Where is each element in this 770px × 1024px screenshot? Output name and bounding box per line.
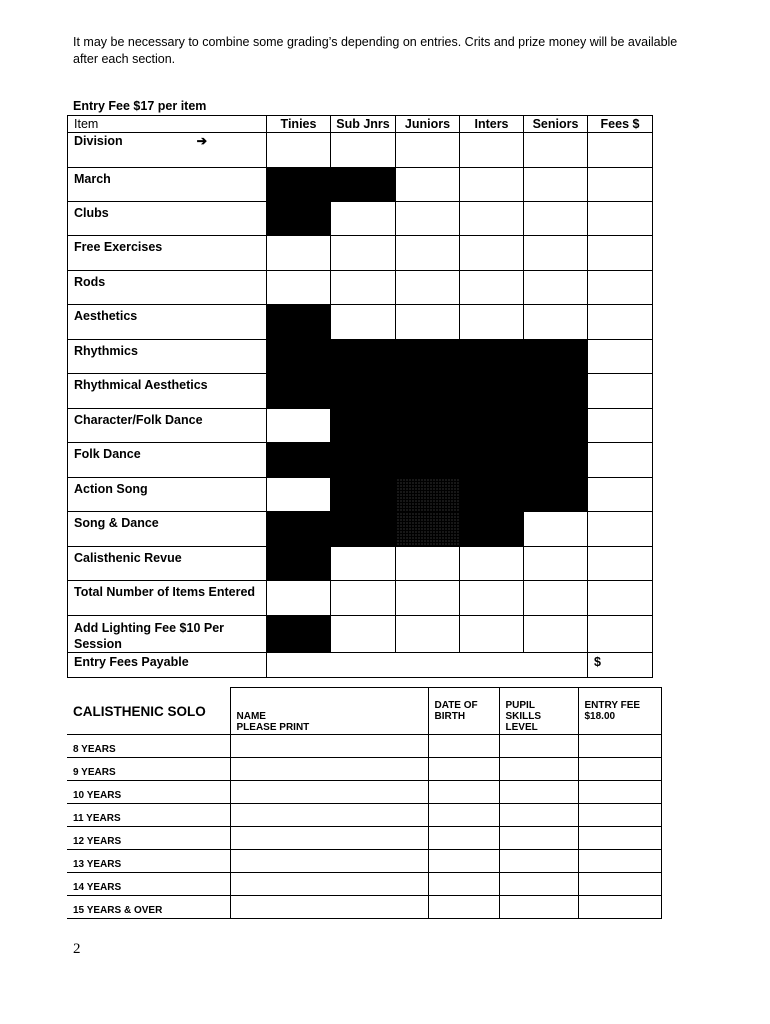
- cell-input[interactable]: [331, 236, 396, 271]
- item-row-lighting-fee: [68, 616, 653, 653]
- cell-input[interactable]: [524, 202, 588, 236]
- cell-input[interactable]: [428, 896, 499, 919]
- blocked-cell: [524, 374, 588, 409]
- solo-title: CALISTHENIC SOLO: [67, 688, 230, 735]
- cell-input[interactable]: [331, 202, 396, 236]
- item-row-rhythmics: [68, 340, 653, 374]
- cell-input[interactable]: [588, 547, 653, 581]
- cell-input[interactable]: [499, 896, 578, 919]
- cell-input[interactable]: [331, 616, 396, 653]
- cell-input[interactable]: [578, 804, 661, 827]
- entry-fees-payable-label: Entry Fees Payable: [68, 653, 267, 678]
- blocked-cell: [396, 374, 460, 409]
- cell-input[interactable]: [230, 850, 428, 873]
- cell-input[interactable]: [267, 581, 331, 616]
- cell-input[interactable]: [428, 873, 499, 896]
- age-row: [67, 735, 661, 758]
- item-row-folk-dance: [68, 443, 653, 478]
- blocked-cell: [524, 443, 588, 478]
- entry-fee-heading: Entry Fee $17 per item: [73, 99, 207, 113]
- item-row-action-song: [68, 478, 653, 512]
- age-label: 11 YEARS: [67, 804, 230, 827]
- cell-input[interactable]: [230, 804, 428, 827]
- cell-input[interactable]: [396, 168, 460, 202]
- age-row: [67, 804, 661, 827]
- dob-header: DATE OF BIRTH: [428, 688, 499, 735]
- item-label: Folk Dance: [68, 443, 267, 478]
- cell-input[interactable]: [499, 850, 578, 873]
- cell-input[interactable]: [588, 581, 653, 616]
- cell-input[interactable]: [396, 616, 460, 653]
- header-fees: Fees $: [588, 116, 653, 133]
- cell-input[interactable]: [588, 305, 653, 340]
- payable-row: [68, 653, 653, 678]
- cell-input[interactable]: [524, 512, 588, 547]
- blocked-cell: [331, 340, 396, 374]
- cell-input[interactable]: [524, 616, 588, 653]
- item-row-free-exercises: [68, 236, 653, 271]
- blocked-cell: [267, 305, 331, 340]
- item-row-song-dance: [68, 512, 653, 547]
- age-label: 8 YEARS: [67, 735, 230, 758]
- entry-fees-payable-field[interactable]: [267, 653, 588, 678]
- blocked-cell: [267, 443, 331, 478]
- cell-input[interactable]: [524, 133, 588, 168]
- cell-input[interactable]: [588, 202, 653, 236]
- cell-input[interactable]: [267, 133, 331, 168]
- cell-input[interactable]: [499, 758, 578, 781]
- cell-input[interactable]: [499, 735, 578, 758]
- entry-table: [67, 115, 653, 678]
- cell-input[interactable]: [499, 827, 578, 850]
- entry-fee-header: ENTRY FEE $18.00: [578, 688, 661, 735]
- blocked-cell: [267, 202, 331, 236]
- cell-input[interactable]: [460, 305, 524, 340]
- cell-input[interactable]: [267, 236, 331, 271]
- header-row: [68, 116, 653, 133]
- item-label: Rods: [68, 271, 267, 305]
- blocked-cell: [460, 512, 524, 547]
- cell-input[interactable]: [396, 133, 460, 168]
- blocked-cell: [396, 443, 460, 478]
- cell-input[interactable]: [588, 168, 653, 202]
- cell-input[interactable]: [588, 236, 653, 271]
- cell-input[interactable]: [588, 340, 653, 374]
- intro-text: It may be necessary to combine some grading’s depending on entries. Crits and prize money will be available after each section.: [73, 35, 678, 66]
- cell-input[interactable]: [460, 547, 524, 581]
- solo-header-row: [67, 688, 661, 735]
- blocked-cell: [331, 443, 396, 478]
- division-row: [68, 133, 653, 168]
- item-label: Aesthetics: [68, 305, 267, 340]
- skills-header: PUPIL SKILLS LEVEL: [499, 688, 578, 735]
- header-tinies: Tinies: [267, 116, 331, 133]
- item-label: Song & Dance: [68, 512, 267, 547]
- cell-input[interactable]: [267, 478, 331, 512]
- cell-input[interactable]: [588, 374, 653, 409]
- blocked-cell: [524, 478, 588, 512]
- age-row: [67, 896, 661, 919]
- cell-input[interactable]: [460, 133, 524, 168]
- blocked-cell: [331, 478, 396, 512]
- blocked-cell: [331, 168, 396, 202]
- cell-input[interactable]: [499, 781, 578, 804]
- age-row: [67, 781, 661, 804]
- blocked-cell: [396, 340, 460, 374]
- item-label: Add Lighting Fee $10 Per Session: [68, 616, 267, 653]
- blocked-cell: [396, 409, 460, 443]
- age-label: 10 YEARS: [67, 781, 230, 804]
- cell-input[interactable]: [524, 236, 588, 271]
- cell-input[interactable]: [524, 305, 588, 340]
- cell-input[interactable]: [230, 827, 428, 850]
- cell-input[interactable]: [588, 409, 653, 443]
- cell-input[interactable]: [499, 873, 578, 896]
- arrow-right-icon: ➔: [196, 134, 208, 148]
- shaded-cell: [396, 478, 460, 512]
- item-row-total-items: [68, 581, 653, 616]
- age-row: [67, 827, 661, 850]
- header-juniors: Juniors: [396, 116, 460, 133]
- cell-input[interactable]: [588, 512, 653, 547]
- blocked-cell: [460, 409, 524, 443]
- cell-input[interactable]: [396, 581, 460, 616]
- blocked-cell: [267, 374, 331, 409]
- blocked-cell: [460, 374, 524, 409]
- cell-input[interactable]: [588, 271, 653, 305]
- item-label: Clubs: [68, 202, 267, 236]
- shaded-cell: [396, 512, 460, 547]
- cell-input[interactable]: [396, 202, 460, 236]
- blocked-cell: [460, 443, 524, 478]
- age-row: [67, 850, 661, 873]
- cell-input[interactable]: [578, 873, 661, 896]
- blocked-cell: [267, 512, 331, 547]
- cell-input[interactable]: [428, 758, 499, 781]
- item-label: March: [68, 168, 267, 202]
- cell-input[interactable]: [428, 781, 499, 804]
- cell-input[interactable]: [578, 735, 661, 758]
- item-row-rhythmical-aesthetics: [68, 374, 653, 409]
- age-row: [67, 873, 661, 896]
- item-label: Free Exercises: [68, 236, 267, 271]
- cell-input[interactable]: [524, 547, 588, 581]
- header-item: Item: [68, 116, 267, 133]
- cell-input[interactable]: [460, 202, 524, 236]
- item-label: Action Song: [68, 478, 267, 512]
- item-row-aesthetics: [68, 305, 653, 340]
- page-number: 2: [73, 941, 81, 957]
- payable-dollar-sign: $: [588, 653, 653, 678]
- item-row-march: [68, 168, 653, 202]
- cell-input[interactable]: [267, 271, 331, 305]
- cell-input[interactable]: [396, 236, 460, 271]
- cell-input[interactable]: [524, 581, 588, 616]
- cell-input[interactable]: [331, 581, 396, 616]
- cell-input[interactable]: [230, 781, 428, 804]
- blocked-cell: [524, 409, 588, 443]
- cell-input[interactable]: [578, 758, 661, 781]
- header-sub-jnrs: Sub Jnrs: [331, 116, 396, 133]
- blocked-cell: [331, 374, 396, 409]
- blocked-cell: [524, 340, 588, 374]
- blocked-cell: [267, 616, 331, 653]
- item-row-character-folk-dance: [68, 409, 653, 443]
- cell-input[interactable]: [396, 271, 460, 305]
- blocked-cell: [460, 340, 524, 374]
- cell-input[interactable]: [428, 735, 499, 758]
- cell-input[interactable]: [460, 581, 524, 616]
- cell-input[interactable]: [396, 547, 460, 581]
- header-seniors: Seniors: [524, 116, 588, 133]
- cell-input[interactable]: [230, 873, 428, 896]
- cell-input[interactable]: [578, 827, 661, 850]
- cell-input[interactable]: [331, 271, 396, 305]
- cell-input[interactable]: [578, 850, 661, 873]
- item-label: Rhythmics: [68, 340, 267, 374]
- division-label: Division ➔: [68, 133, 267, 168]
- cell-input[interactable]: [230, 758, 428, 781]
- cell-input[interactable]: [588, 133, 653, 168]
- blocked-cell: [331, 409, 396, 443]
- cell-input[interactable]: [578, 896, 661, 919]
- blocked-cell: [267, 168, 331, 202]
- cell-input[interactable]: [499, 804, 578, 827]
- item-label: Calisthenic Revue: [68, 547, 267, 581]
- item-row-rods: [68, 271, 653, 305]
- age-label: 14 YEARS: [67, 873, 230, 896]
- cell-input[interactable]: [230, 735, 428, 758]
- cell-input[interactable]: [460, 168, 524, 202]
- item-label: Total Number of Items Entered: [68, 581, 267, 616]
- header-inters: Inters: [460, 116, 524, 133]
- cell-input[interactable]: [396, 305, 460, 340]
- item-row-calisthenic-revue: [68, 547, 653, 581]
- blocked-cell: [267, 340, 331, 374]
- age-row: [67, 758, 661, 781]
- blocked-cell: [331, 512, 396, 547]
- cell-input[interactable]: [588, 478, 653, 512]
- name-header: NAME PLEASE PRINT: [230, 688, 428, 735]
- cell-input[interactable]: [267, 409, 331, 443]
- cell-input[interactable]: [230, 896, 428, 919]
- cell-input[interactable]: [460, 236, 524, 271]
- item-label: Rhythmical Aesthetics: [68, 374, 267, 409]
- item-row-clubs: [68, 202, 653, 236]
- cell-input[interactable]: [428, 804, 499, 827]
- calisthenic-solo-table: [67, 687, 662, 919]
- cell-input[interactable]: [578, 781, 661, 804]
- age-label: 12 YEARS: [67, 827, 230, 850]
- age-label: 13 YEARS: [67, 850, 230, 873]
- blocked-cell: [460, 478, 524, 512]
- cell-input[interactable]: [428, 827, 499, 850]
- age-label: 15 YEARS & OVER: [67, 896, 230, 919]
- cell-input[interactable]: [460, 616, 524, 653]
- cell-input[interactable]: [460, 271, 524, 305]
- cell-input[interactable]: [331, 133, 396, 168]
- blocked-cell: [267, 547, 331, 581]
- cell-input[interactable]: [331, 305, 396, 340]
- cell-input[interactable]: [588, 443, 653, 478]
- cell-input[interactable]: [524, 168, 588, 202]
- age-label: 9 YEARS: [67, 758, 230, 781]
- cell-input[interactable]: [588, 616, 653, 653]
- item-label: Character/Folk Dance: [68, 409, 267, 443]
- cell-input[interactable]: [331, 547, 396, 581]
- cell-input[interactable]: [524, 271, 588, 305]
- cell-input[interactable]: [428, 850, 499, 873]
